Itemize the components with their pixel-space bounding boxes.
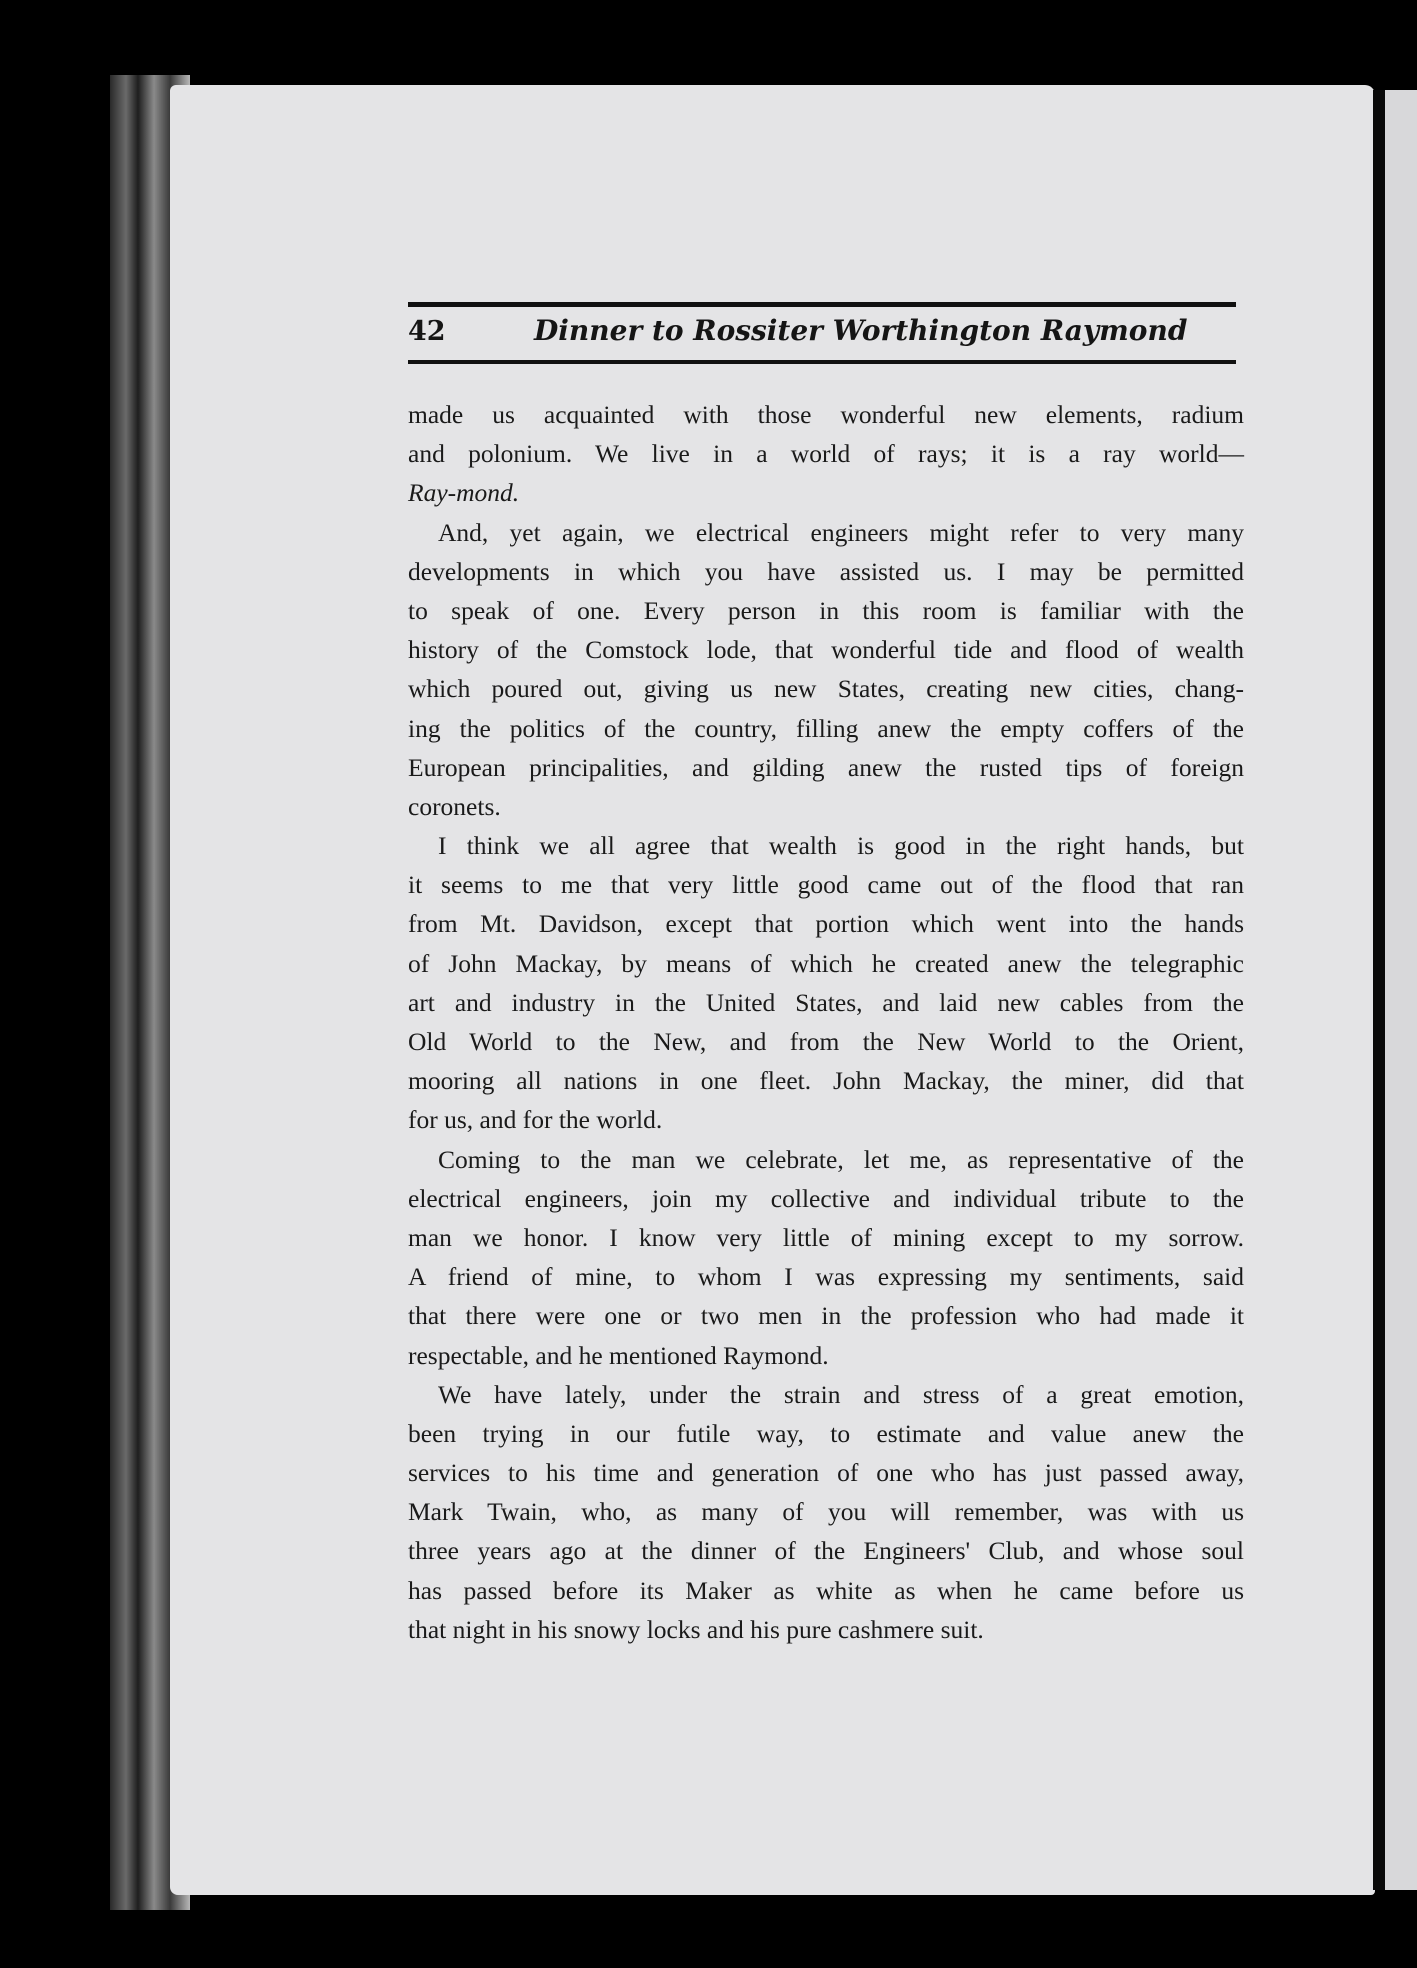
text-line: and polonium. We live in a world of rays; it is a ray world— xyxy=(408,439,1244,469)
text-line: history of the Comstock lode, that wonderful tide and flood of wealth xyxy=(408,635,1244,665)
text-line: I think we all agree that wealth is good in the right hands, but xyxy=(438,831,1244,861)
paragraph xyxy=(408,1140,1244,1375)
header-bottom-rule xyxy=(408,360,1236,364)
header-top-rule xyxy=(408,302,1236,307)
paragraph xyxy=(408,1375,1244,1649)
text-line: Coming to the man we celebrate, let me, as representative of the xyxy=(438,1144,1244,1174)
text-line: man we honor. I know very little of mining except to my sorrow. xyxy=(408,1222,1244,1252)
page-gutter xyxy=(1373,90,1385,1890)
text-line: electrical engineers, join my collective and individual tribute to the xyxy=(408,1183,1244,1213)
text-line: from Mt. Davidson, except that portion which went into the hands xyxy=(408,909,1244,939)
text-line: services to his time and generation of one who has just passed away, xyxy=(408,1458,1244,1488)
paragraph xyxy=(408,395,1244,513)
text-line: for us, and for the world. xyxy=(408,1105,663,1135)
body-text xyxy=(408,395,1244,1649)
text-line: been trying in our futile way, to estimate and value anew the xyxy=(408,1418,1244,1448)
text-line: of John Mackay, by means of which he created anew the telegraphic xyxy=(408,948,1244,978)
paragraph xyxy=(408,826,1244,1140)
text-line: A friend of mine, to whom I was expressing my sentiments, said xyxy=(408,1262,1244,1292)
text-line: coronets. xyxy=(408,791,501,821)
running-title: Dinner to Rossiter Worthington Raymond xyxy=(534,314,1188,347)
text-line: made us acquainted with those wonderful new elements, radium xyxy=(408,400,1244,429)
text-line: developments in which you have assisted us. I may be permitted xyxy=(408,556,1244,586)
text-line: Ray-mond. xyxy=(408,478,520,508)
running-header xyxy=(408,312,1236,356)
text-line: mooring all nations in one fleet. John Mackay, the miner, did that xyxy=(408,1066,1244,1096)
text-line: that there were one or two men in the profession who had made it xyxy=(408,1301,1244,1331)
facing-page-edge xyxy=(1385,90,1417,1890)
text-line: that night in his snowy locks and his pure cashmere suit. xyxy=(408,1614,984,1644)
paragraph xyxy=(408,513,1244,827)
text-line: European principalities, and gilding anew the rusted tips of foreign xyxy=(408,752,1244,782)
text-line: has passed before its Maker as white as when he came before us xyxy=(408,1575,1244,1605)
text-line: art and industry in the United States, and laid new cables from the xyxy=(408,987,1244,1017)
text-line: And, yet again, we electrical engineers might refer to very many xyxy=(438,517,1244,547)
text-line: to speak of one. Every person in this room is familiar with the xyxy=(408,595,1244,625)
text-line: which poured out, giving us new States, creating new cities, chang- xyxy=(408,674,1244,704)
text-line: respectable, and he mentioned Raymond. xyxy=(408,1340,829,1370)
text-line: Old World to the New, and from the New World to the Orient, xyxy=(408,1027,1244,1056)
text-line: it seems to me that very little good came out of the flood that ran xyxy=(408,870,1244,900)
text-line: Mark Twain, who, as many of you will remember, was with us xyxy=(408,1497,1244,1527)
text-line: ing the politics of the country, filling anew the empty coffers of the xyxy=(408,713,1244,743)
text-line: three years ago at the dinner of the Engineers' Club, and whose soul xyxy=(408,1536,1244,1566)
text-line: We have lately, under the strain and stress of a great emotion, xyxy=(438,1379,1244,1409)
page-number: 42 xyxy=(408,316,446,347)
